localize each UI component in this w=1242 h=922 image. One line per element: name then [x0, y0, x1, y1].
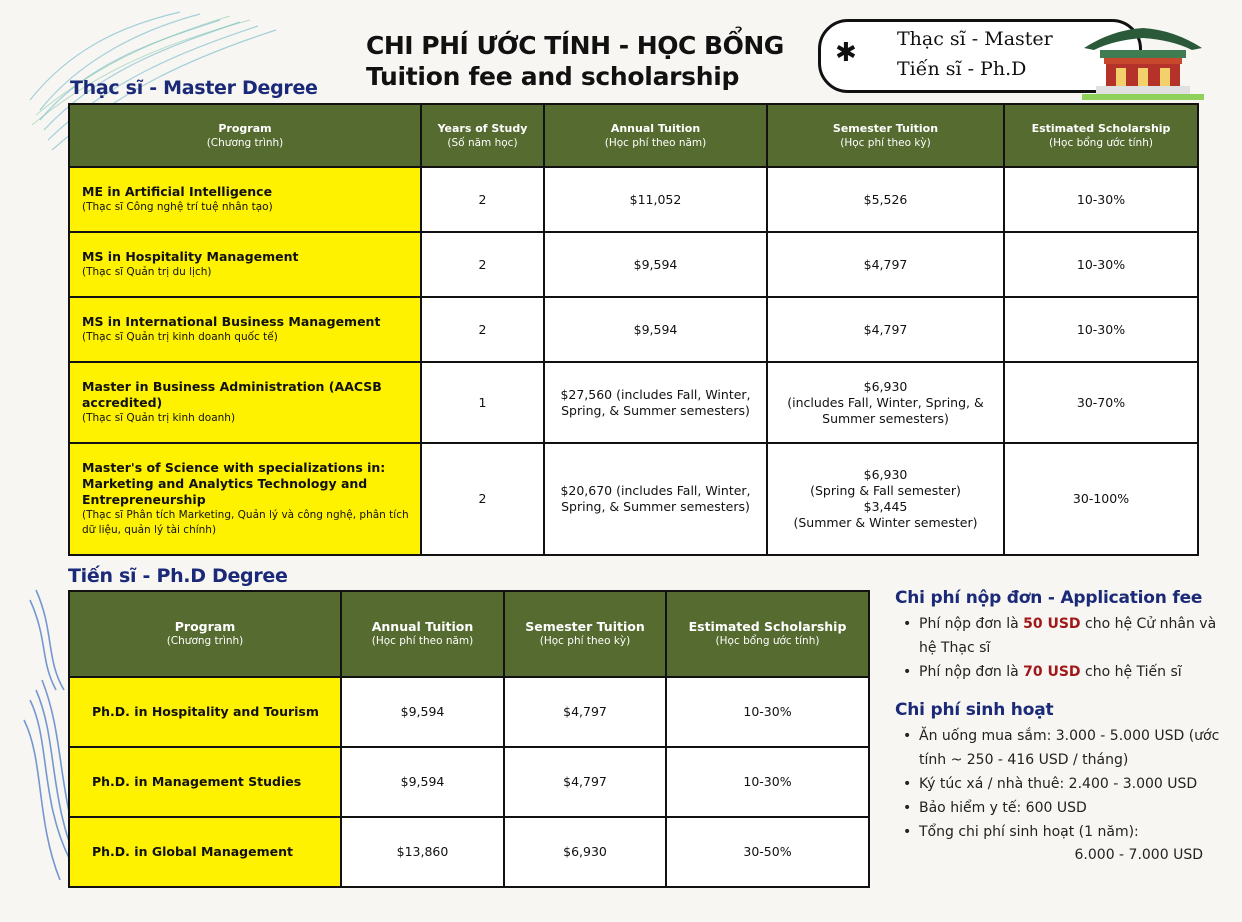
scholarship-cell: 10-30% — [1004, 232, 1198, 297]
scholarship-cell: 10-30% — [666, 677, 869, 747]
table-row — [69, 747, 869, 817]
table-header-row — [69, 104, 1198, 167]
semester-tuition-cell: $4,797 — [504, 677, 666, 747]
application-fee-title: Chi phí nộp đơn - Application fee — [895, 588, 1203, 608]
table-row — [69, 677, 869, 747]
program-cell: Ph.D. in Management Studies — [69, 747, 341, 817]
years-cell: 2 — [421, 167, 544, 232]
scholarship-cell: 30-50% — [666, 817, 869, 887]
table-row — [69, 443, 1198, 555]
scholarship-cell: 10-30% — [1004, 167, 1198, 232]
semester-tuition-cell: $4,797 — [504, 747, 666, 817]
column-header: Estimated Scholarship (Học bổng ước tính) — [666, 591, 869, 677]
korean-palace-icon — [1082, 26, 1204, 100]
program-cell: Ph.D. in Global Management — [69, 817, 341, 887]
column-header: Program (Chương trình) — [69, 591, 341, 677]
phd-tuition-table — [68, 590, 870, 888]
column-header: Annual Tuition (Học phí theo năm) — [341, 591, 504, 677]
column-header: Annual Tuition (Học phí theo năm) — [544, 104, 767, 167]
program-cell: MS in International Business Management (Thạc sĩ Quản trị kinh doanh quốc tế) — [69, 297, 421, 362]
years-cell: 2 — [421, 232, 544, 297]
program-cell: MS in Hospitality Management (Thạc sĩ Quản trị du lịch) — [69, 232, 421, 297]
annual-tuition-cell: $9,594 — [341, 747, 504, 817]
column-header: Program (Chương trình) — [69, 104, 421, 167]
annual-tuition-cell: $9,594 — [544, 297, 767, 362]
annual-tuition-cell: $27,560 (includes Fall, Winter, Spring, & Summer semesters) — [544, 362, 767, 443]
annual-tuition-cell: $9,594 — [544, 232, 767, 297]
phd-section-title: Tiến sĩ - Ph.D Degree — [68, 565, 288, 587]
table-row — [69, 362, 1198, 443]
table-row — [69, 167, 1198, 232]
semester-tuition-cell: $6,930 (includes Fall, Winter, Spring, & Summer semesters) — [767, 362, 1004, 443]
living-cost-title: Chi phí sinh hoạt — [895, 700, 1054, 720]
living-cost-total: 6.000 - 7.000 USD — [1074, 847, 1203, 863]
scholarship-cell: 30-100% — [1004, 443, 1198, 555]
column-header: Years of Study (Số năm học) — [421, 104, 544, 167]
living-cost-section — [895, 700, 1225, 866]
master-tuition-table — [68, 103, 1199, 556]
living-cost-list — [895, 724, 1225, 844]
program-cell: Master in Business Administration (AACSB accredited) (Thạc sĩ Quản trị kinh doanh) — [69, 362, 421, 443]
program-cell: ME in Artificial Intelligence (Thạc sĩ Công nghệ trí tuệ nhân tạo) — [69, 167, 421, 232]
list-item: • Ăn uống mua sắm: 3.000 - 5.000 USD (ước tính ~ 250 - 416 USD / tháng) — [895, 724, 1225, 772]
annual-tuition-cell: $20,670 (includes Fall, Winter, Spring, & Summer semesters) — [544, 443, 767, 555]
years-cell: 2 — [421, 297, 544, 362]
list-item: • Bảo hiểm y tế: 600 USD — [895, 796, 1225, 820]
program-cell: Master's of Science with specializations in: Marketing and Analytics Technology and Entrepreneurship (Thạc sĩ Phân tích Marketing, Quản lý và công nghệ, phân tích dữ liệu, quản lý tài chính) — [69, 443, 421, 555]
table-header-row — [69, 591, 869, 677]
badge-master-label: Thạc sĩ - Master — [897, 28, 1053, 50]
list-item: • Phí nộp đơn là 70 USD cho hệ Tiến sĩ — [895, 660, 1225, 684]
column-header: Semester Tuition (Học phí theo kỳ) — [767, 104, 1004, 167]
scholarship-cell: 10-30% — [1004, 297, 1198, 362]
list-item: • Phí nộp đơn là 50 USD cho hệ Cử nhân và hệ Thạc sĩ — [895, 612, 1225, 660]
scholarship-cell: 10-30% — [666, 747, 869, 817]
asterisk-icon: ✱ — [835, 38, 857, 68]
application-fee-section — [895, 588, 1225, 684]
table-row — [69, 297, 1198, 362]
semester-tuition-cell: $4,797 — [767, 232, 1004, 297]
semester-tuition-cell: $5,526 — [767, 167, 1004, 232]
title-english: Tuition fee and scholarship — [366, 62, 740, 91]
list-item: • Ký túc xá / nhà thuê: 2.400 - 3.000 USD — [895, 772, 1225, 796]
years-cell: 2 — [421, 443, 544, 555]
program-cell: Ph.D. in Hospitality and Tourism — [69, 677, 341, 747]
semester-tuition-cell: $4,797 — [767, 297, 1004, 362]
master-section-title: Thạc sĩ - Master Degree — [70, 77, 318, 99]
annual-tuition-cell: $13,860 — [341, 817, 504, 887]
annual-tuition-cell: $9,594 — [341, 677, 504, 747]
semester-tuition-cell: $6,930 — [504, 817, 666, 887]
table-row — [69, 232, 1198, 297]
column-header: Estimated Scholarship (Học bổng ước tính) — [1004, 104, 1198, 167]
annual-tuition-cell: $11,052 — [544, 167, 767, 232]
badge-phd-label: Tiến sĩ - Ph.D — [897, 58, 1027, 80]
title-vietnamese: CHI PHÍ ƯỚC TÍNH - HỌC BỔNG — [366, 31, 784, 60]
table-row — [69, 817, 869, 887]
list-item: • Tổng chi phí sinh hoạt (1 năm): — [895, 820, 1225, 844]
years-cell: 1 — [421, 362, 544, 443]
column-header: Semester Tuition (Học phí theo kỳ) — [504, 591, 666, 677]
application-fee-list — [895, 612, 1225, 684]
semester-tuition-cell: $6,930 (Spring & Fall semester) $3,445 (Summer & Winter semester) — [767, 443, 1004, 555]
scholarship-cell: 30-70% — [1004, 362, 1198, 443]
page-title — [366, 30, 784, 92]
